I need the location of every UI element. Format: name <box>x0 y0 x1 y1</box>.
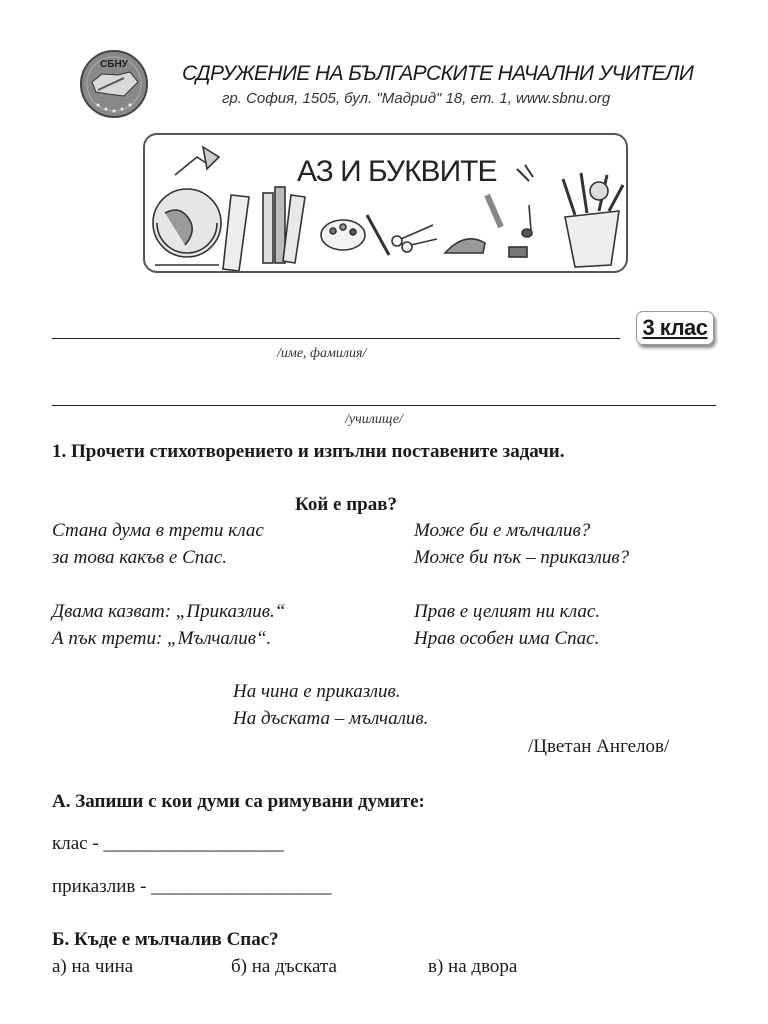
taskB-heading: Б. Къде е мълчалив Спас? <box>52 929 279 950</box>
task1-heading: 1. Прочети стихотворението и изпълни поставените задачи. <box>52 441 565 462</box>
poem-line: На дъската – мълчалив. <box>233 708 429 729</box>
taskA-heading: А. Запиши с кои думи са римувани думите: <box>52 791 425 812</box>
poem-line: за това какъв е Спас. <box>52 547 227 568</box>
poem-line: Може би пък – приказлив? <box>414 547 630 568</box>
poem-line: Стана дума в трети клас <box>52 520 264 541</box>
org-name: СДРУЖЕНИЕ НА БЪЛГАРСКИТЕ НАЧАЛНИ УЧИТЕЛИ <box>182 62 694 85</box>
poem-title: Кой е прав? <box>295 494 397 515</box>
poem-line: Прав е целият ни клас. <box>414 601 601 622</box>
name-field-line[interactable] <box>52 338 620 339</box>
school-field-label: /училище/ <box>345 412 403 427</box>
name-field-label: /име, фамилия/ <box>277 346 367 361</box>
poem-line: Може би е мълчалив? <box>414 520 591 541</box>
taskB-option-c[interactable]: в) на двора <box>428 956 518 977</box>
taskB-option-a[interactable]: а) на чина <box>52 956 134 977</box>
school-field-line[interactable] <box>52 405 716 406</box>
grade-badge: 3 клас <box>636 311 714 345</box>
poem-author: /Цветан Ангелов/ <box>528 736 670 757</box>
taskA-answer-line-prikazliv[interactable]: приказлив - ___________________ <box>52 876 332 897</box>
sbnu-logo <box>72 48 156 120</box>
poem-line: А пък трети: „Мълчалив“. <box>52 628 272 649</box>
logo-text: СБНУ <box>100 59 128 70</box>
banner-title: АЗ И БУКВИТЕ <box>297 155 497 188</box>
taskA-answer-line-klas[interactable]: клас - ___________________ <box>52 833 284 854</box>
poem-line: Двама казват: „Приказлив.“ <box>52 601 286 622</box>
poem-line: На чина е приказлив. <box>233 681 401 702</box>
poem-line: Нрав особен има Спас. <box>414 628 600 649</box>
taskB-option-b[interactable]: б) на дъската <box>231 956 337 977</box>
org-address: гр. София, 1505, бул. "Мадрид" 18, ет. 1, www.sbnu.org <box>222 90 611 107</box>
